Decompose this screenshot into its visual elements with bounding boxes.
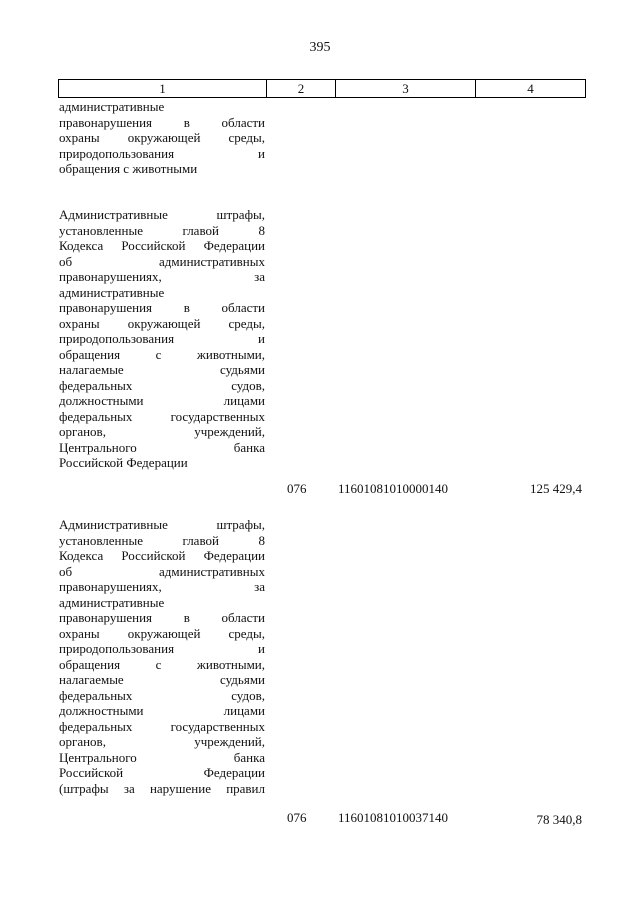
description-line: природопользования и [59, 641, 265, 656]
description-line: природопользования и [59, 331, 265, 346]
column-header-1: 1 [59, 80, 267, 98]
description-line: (штрафы за нарушение правил [59, 780, 265, 796]
page-number: 395 [309, 40, 331, 55]
description-line: Российской Федерации [59, 455, 188, 470]
column-header-table [58, 79, 586, 98]
column-header-3: 3 [336, 80, 476, 98]
description-line: правонарушениях, за [59, 579, 265, 594]
description-line: административные [59, 594, 165, 610]
description-line: Российской Федерации [59, 765, 265, 780]
description-line: должностными лицами [59, 703, 265, 718]
description-line: правонарушениях, за [59, 269, 265, 284]
description-line: Административные штрафы, [59, 517, 265, 532]
description-line: охраны окружающей среды, [59, 130, 265, 145]
description-line: органов, учреждений, [59, 424, 265, 439]
continuation-description [59, 99, 265, 177]
description-line: Кодекса Российской Федерации [59, 548, 265, 563]
row-2-code: 076 [287, 810, 307, 825]
description-line: установленные главой 8 [59, 222, 265, 238]
row-2-amount: 78 340,8 [536, 812, 582, 827]
description-line: федеральных судов, [59, 377, 265, 393]
column-header-row [59, 80, 586, 98]
description-line: административные [59, 99, 165, 114]
description-line: охраны окружающей среды, [59, 315, 265, 331]
description-line: установленные главой 8 [59, 532, 265, 548]
row-1-description [59, 207, 265, 471]
description-line: административные [59, 284, 165, 300]
column-header-2: 2 [267, 80, 336, 98]
column-header-4: 4 [476, 80, 586, 98]
description-line: налагаемые судьями [59, 362, 265, 377]
description-line: Кодекса Российской Федерации [59, 238, 265, 253]
row-2-kbk: 11601081010037140 [338, 810, 449, 825]
description-line: органов, учреждений, [59, 734, 265, 749]
description-line: природопользования и [59, 145, 265, 161]
description-line: об административных [59, 563, 265, 579]
description-line: правонарушения в области [59, 114, 265, 130]
description-line: налагаемые судьями [59, 672, 265, 687]
description-line: Центрального банка [59, 439, 265, 455]
description-line: правонарушения в области [59, 300, 265, 315]
row-1-code: 076 [287, 481, 307, 496]
row-1-kbk: 11601081010000140 [338, 481, 449, 496]
description-line: федеральных государственных [59, 718, 265, 734]
description-line: правонарушения в области [59, 610, 265, 625]
description-line: федеральных судов, [59, 687, 265, 703]
description-line: обращения с животными, [59, 656, 265, 672]
description-line: федеральных государственных [59, 408, 265, 424]
description-line: охраны окружающей среды, [59, 625, 265, 641]
row-1-amount: 125 429,4 [530, 481, 582, 496]
description-line: Центрального банка [59, 749, 265, 765]
description-line: обращения с животными, [59, 346, 265, 362]
description-line: обращения с животными [59, 161, 198, 176]
description-line: об административных [59, 253, 265, 269]
description-line: Административные штрафы, [59, 207, 265, 222]
row-2-description [59, 517, 265, 796]
description-line: должностными лицами [59, 393, 265, 408]
